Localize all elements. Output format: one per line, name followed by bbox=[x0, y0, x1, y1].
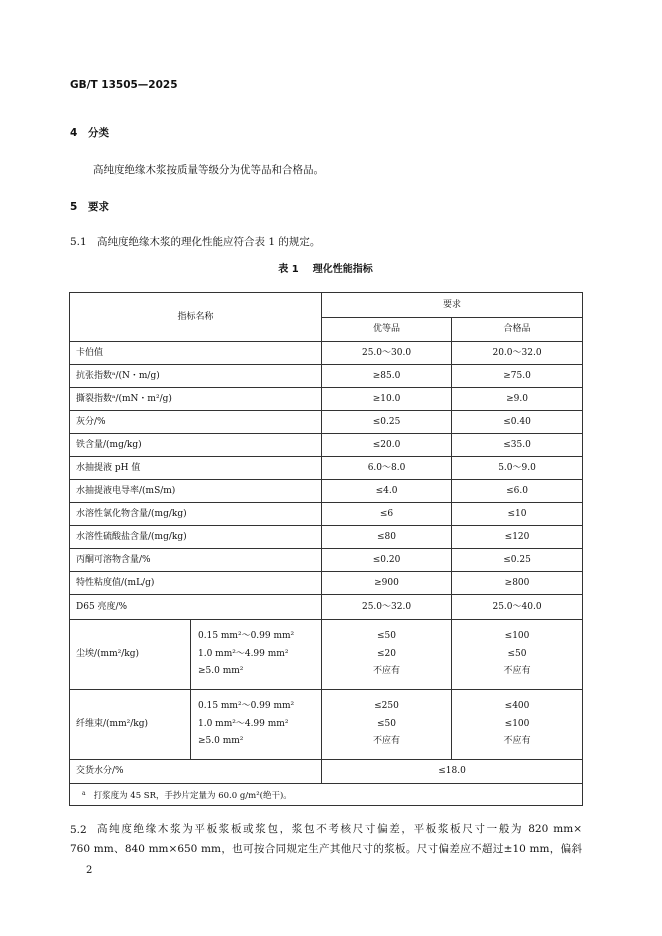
tear-index-excellent-cell: ≥10.0 bbox=[322, 388, 452, 411]
water-extract-ph-excellent-cell: 6.0～8.0 bbox=[322, 457, 452, 480]
tensile-index-excellent-cell: ≥85.0 bbox=[322, 365, 452, 388]
fiber-bundle-qualified-3: 不应有 bbox=[503, 736, 531, 747]
sulfate-name-cell: 水溶性硫酸盐含量/(mg/kg) bbox=[70, 526, 322, 549]
dust-excellent-3: 不应有 bbox=[373, 666, 401, 677]
clause-5-1-text: 高纯度绝缘木浆的理化性能应符合表 1 的规定。 bbox=[97, 236, 321, 248]
section-4-number: 4 bbox=[70, 127, 78, 139]
dust-range-3: ≥5.0 mm² bbox=[198, 666, 244, 677]
clause-5-2-number: 5.2 bbox=[70, 824, 87, 836]
table-row bbox=[70, 388, 583, 411]
table-row bbox=[70, 480, 583, 503]
fiber-bundle-range-1: 0.15 mm²～0.99 mm² bbox=[198, 701, 295, 712]
dust-range-1: 0.15 mm²～0.99 mm² bbox=[198, 631, 295, 642]
table-row bbox=[70, 572, 583, 595]
chloride-excellent-cell: ≤6 bbox=[322, 503, 452, 526]
table-row bbox=[70, 503, 583, 526]
fiber-bundle-range-3: ≥5.0 mm² bbox=[198, 736, 244, 747]
footnote-text: 打浆度为 45 SR，手抄片定量为 60.0 g/m²(绝干)。 bbox=[93, 790, 292, 801]
fiber-bundle-excellent-2: ≤50 bbox=[377, 718, 397, 729]
clause-5-1-number: 5.1 bbox=[70, 236, 87, 248]
moisture-name-cell: 交货水分/% bbox=[70, 760, 322, 784]
table-row bbox=[70, 549, 583, 572]
header-qualified-grade: 合格品 bbox=[452, 318, 583, 342]
ash-excellent-cell: ≤0.25 bbox=[322, 411, 452, 434]
tensile-index-qualified-cell: ≥75.0 bbox=[452, 365, 583, 388]
acetone-extractives-name-cell: 丙酮可溶物含量/% bbox=[70, 549, 322, 572]
fiber-bundle-ranges-cell bbox=[191, 690, 322, 760]
table-row bbox=[70, 526, 583, 549]
d65-brightness-excellent-cell: 25.0～32.0 bbox=[322, 595, 452, 620]
page-number: 2 bbox=[86, 865, 93, 876]
d65-brightness-qualified-cell: 25.0～40.0 bbox=[452, 595, 583, 620]
table-row-fiber-bundle bbox=[70, 690, 583, 760]
section-5-title: 要求 bbox=[88, 201, 109, 213]
intrinsic-viscosity-excellent-cell: ≥900 bbox=[322, 572, 452, 595]
dust-range-2: 1.0 mm²～4.99 mm² bbox=[198, 648, 289, 659]
dust-excellent-2: ≤20 bbox=[377, 648, 397, 659]
acetone-extractives-qualified-cell: ≤0.25 bbox=[452, 549, 583, 572]
clause-5-1 bbox=[70, 236, 320, 248]
moisture-value-cell: ≤18.0 bbox=[322, 760, 583, 784]
table-footnote-row bbox=[70, 784, 583, 806]
section-4-text: 高纯度绝缘木浆按质量等级分为优等品和合格品。 bbox=[93, 164, 324, 176]
clause-5-2-line-2: 760 mm、840 mm×650 mm，也可按合同规定生产其他尺寸的浆板。尺寸偏差应不超过±10 mm，偏斜 bbox=[70, 843, 582, 855]
table-row bbox=[70, 595, 583, 620]
kappa-name-cell: 卡伯值 bbox=[70, 342, 322, 365]
intrinsic-viscosity-name-cell: 特性粘度值/(mL/g) bbox=[70, 572, 322, 595]
clause-5-2-line-1: 高纯度绝缘木浆为平板浆板或浆包，浆包不考核尺寸偏差，平板浆板尺寸一般为 820 mm× bbox=[97, 823, 582, 835]
dust-qualified-2: ≤50 bbox=[507, 648, 527, 659]
fiber-bundle-range-2: 1.0 mm²～4.99 mm² bbox=[198, 718, 289, 729]
fiber-bundle-qualified-2: ≤100 bbox=[504, 718, 530, 729]
water-extract-ph-name-cell: 水抽提液 pH 值 bbox=[70, 457, 322, 480]
tensile-index-name-cell: 抗张指数ᵃ/(N・m/g) bbox=[70, 365, 322, 388]
dust-name-cell: 尘埃/(mm²/kg) bbox=[70, 620, 191, 690]
table-row bbox=[70, 365, 583, 388]
section-4-heading bbox=[70, 127, 109, 139]
header-excellent-grade: 优等品 bbox=[322, 318, 452, 342]
table-row bbox=[70, 434, 583, 457]
conductivity-name-cell: 水抽提液电导率/(mS/m) bbox=[70, 480, 322, 503]
table-caption-number: 表 1 bbox=[278, 264, 299, 275]
dust-qualified-3: 不应有 bbox=[503, 666, 531, 677]
sulfate-qualified-cell: ≤120 bbox=[452, 526, 583, 549]
intrinsic-viscosity-qualified-cell: ≥800 bbox=[452, 572, 583, 595]
table-caption-title: 理化性能指标 bbox=[312, 264, 373, 275]
conductivity-qualified-cell: ≤6.0 bbox=[452, 480, 583, 503]
iron-content-excellent-cell: ≤20.0 bbox=[322, 434, 452, 457]
water-extract-ph-qualified-cell: 5.0～9.0 bbox=[452, 457, 583, 480]
table-row bbox=[70, 342, 583, 365]
table-row bbox=[70, 411, 583, 434]
standard-code-header: GB/T 13505—2025 bbox=[70, 79, 178, 91]
physical-chemical-properties-table bbox=[69, 292, 583, 806]
fiber-bundle-qualified-cell bbox=[452, 690, 583, 760]
table-footnote bbox=[70, 784, 583, 806]
footnote-mark: a bbox=[82, 789, 86, 797]
fiber-bundle-excellent-cell bbox=[322, 690, 452, 760]
fiber-bundle-qualified-1: ≤400 bbox=[504, 701, 530, 712]
tear-index-name-cell: 撕裂指数ᵃ/(mN・m²/g) bbox=[70, 388, 322, 411]
kappa-excellent-cell: 25.0～30.0 bbox=[322, 342, 452, 365]
table-row-dust bbox=[70, 620, 583, 690]
chloride-name-cell: 水溶性氯化物含量/(mg/kg) bbox=[70, 503, 322, 526]
tear-index-qualified-cell: ≥9.0 bbox=[452, 388, 583, 411]
dust-excellent-1: ≤50 bbox=[377, 631, 397, 642]
iron-content-qualified-cell: ≤35.0 bbox=[452, 434, 583, 457]
ash-name-cell: 灰分/% bbox=[70, 411, 322, 434]
dust-qualified-cell bbox=[452, 620, 583, 690]
table-row bbox=[70, 457, 583, 480]
dust-excellent-cell bbox=[322, 620, 452, 690]
section-5-number: 5 bbox=[70, 201, 78, 213]
table-row-moisture bbox=[70, 760, 583, 784]
d65-brightness-name-cell: D65 亮度/% bbox=[70, 595, 322, 620]
header-indicator-name: 指标名称 bbox=[70, 293, 322, 342]
kappa-qualified-cell: 20.0～32.0 bbox=[452, 342, 583, 365]
section-4-title: 分类 bbox=[88, 127, 109, 139]
fiber-bundle-excellent-3: 不应有 bbox=[373, 736, 401, 747]
iron-content-name-cell: 铁含量/(mg/kg) bbox=[70, 434, 322, 457]
header-requirement: 要求 bbox=[322, 293, 583, 318]
acetone-extractives-excellent-cell: ≤0.20 bbox=[322, 549, 452, 572]
dust-qualified-1: ≤100 bbox=[504, 631, 530, 642]
table-caption bbox=[69, 264, 582, 276]
ash-qualified-cell: ≤0.40 bbox=[452, 411, 583, 434]
table-header-row bbox=[70, 293, 583, 318]
sulfate-excellent-cell: ≤80 bbox=[322, 526, 452, 549]
section-5-heading bbox=[70, 201, 109, 213]
chloride-qualified-cell: ≤10 bbox=[452, 503, 583, 526]
fiber-bundle-name-cell: 纤维束/(mm²/kg) bbox=[70, 690, 191, 760]
dust-ranges-cell bbox=[191, 620, 322, 690]
fiber-bundle-excellent-1: ≤250 bbox=[374, 701, 399, 712]
conductivity-excellent-cell: ≤4.0 bbox=[322, 480, 452, 503]
